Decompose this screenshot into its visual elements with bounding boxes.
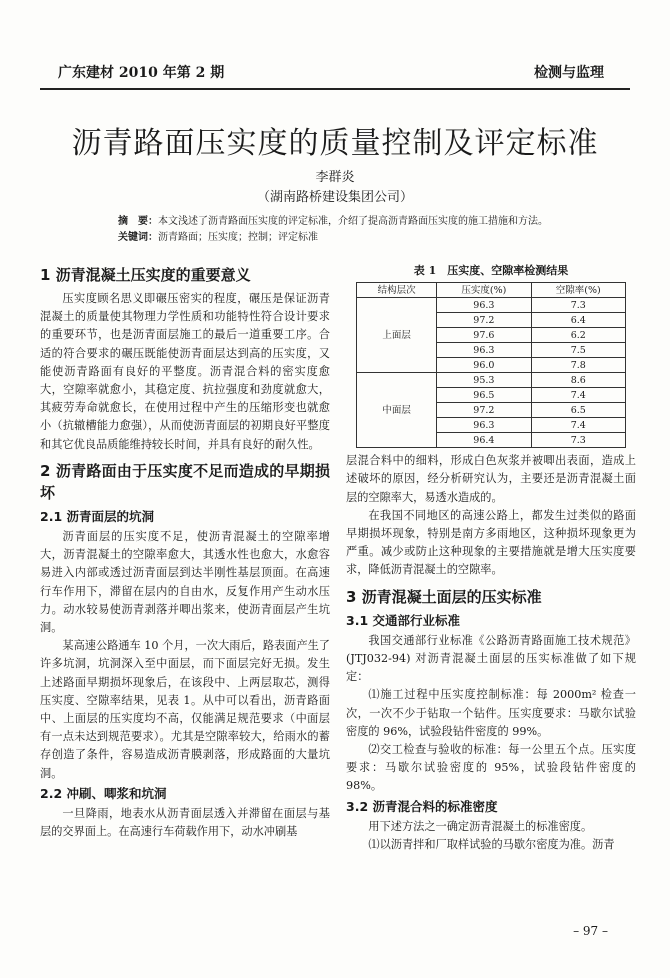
table-row bbox=[357, 373, 626, 388]
abstract-text: 本文浅述了沥青路面压实度的评定标准，介绍了提高沥青路面压实度的施工措施和方法。 bbox=[158, 216, 548, 227]
paragraph: 我国交通部行业标准《公路沥青路面施工技术规范》(JTJ032-94) 对沥青混凝土面层的压实标准做了如下规定： bbox=[346, 633, 636, 684]
paragraph: ⑴施工过程中压实度控制标准：每 2000m² 检查一次，一次不少于钻取一个钻件。压实度要求：马歇尔试验密度的 96%，试验段钻件密度的 99%。 bbox=[346, 688, 636, 738]
void-ratio-cell: 6.5 bbox=[531, 403, 625, 418]
keywords-label: 关键词： bbox=[118, 232, 158, 243]
section-3-heading: 3 沥青混凝土面层的压实标准 bbox=[346, 587, 542, 606]
void-ratio-cell: 8.6 bbox=[531, 373, 625, 388]
section-3-2-heading: 3.2 沥青混合料的标准密度 bbox=[346, 798, 498, 814]
table-header-cell: 结构层次 bbox=[357, 283, 437, 298]
void-ratio-cell: 7.4 bbox=[531, 418, 625, 433]
table-body bbox=[357, 298, 626, 448]
paragraph: 沥青面层的压实度不足，使沥青混凝土的空隙率增大，沥青混凝土的空隙率愈大，其透水性也愈大，水愈容易进入内部或透过沥青面层到达半刚性基层顶面。在高速行车作用下，滞留在层内的自由水，反复作用产生动水压力。动水较易使沥青剥落并唧出浆来，使沥青面层产生坑洞。 bbox=[40, 530, 330, 635]
section-3-1-heading: 3.1 交通部行业标准 bbox=[346, 612, 460, 628]
paragraph: 压实度顾名思义即碾压密实的程度，碾压是保证沥青混凝土的质量使其物理力学性质和功能特性符合设计要求的重要环节，也是沥青面层施工的最后一道重要工序。合适的符合要求的碾压既能使沥青面层达到高的压实度，又能使沥青路面有良好的平整度。沥青混合料的密实度愈大，空隙率就愈小，其稳定度、抗拉强度和劲度就愈大，其疲劳寿命就愈长，在使用过程中产生的压缩形变也就愈小（抗辙槽能力愈强），从而使沥青面层的初期良好平整度和其它优良品质能维持较长时间，并具有良好的耐久性。 bbox=[40, 292, 330, 451]
table-header-row bbox=[357, 283, 626, 298]
article-title: 沥青路面压实度的质量控制及评定标准 bbox=[71, 126, 599, 161]
paragraph: 用下述方法之一确定沥青混凝土的标准密度。 bbox=[368, 819, 593, 833]
void-ratio-cell: 6.4 bbox=[531, 313, 625, 328]
article-affiliation: （湖南路桥建设集团公司） bbox=[256, 190, 413, 205]
table-caption: 表 1 压实度、空隙率检测结果 bbox=[413, 264, 569, 277]
void-ratio-cell: 7.3 bbox=[531, 298, 625, 313]
results-table bbox=[356, 282, 626, 448]
section-2-1-heading: 2.1 沥青面层的坑洞 bbox=[40, 508, 154, 524]
abstract-block bbox=[118, 214, 610, 246]
section-2-heading: 2 沥青路面由于压实度不足而造成的早期损坏 bbox=[40, 461, 330, 502]
compaction-cell: 97.2 bbox=[437, 313, 531, 328]
paragraph: 在我国不同地区的高速公路上，都发生过类似的路面早期损坏现象，特别是南方多雨地区，这种损坏现象更为严重。减少或防止这种现象的主要措施就是增大压实度要求，降低沥青混凝土的空隙率。 bbox=[346, 508, 636, 577]
right-column bbox=[346, 262, 636, 854]
paragraph: ⑵交工检查与验收的标准：每一公里五个点。压实度要求：马歇尔试验密度的 95%，试验段钻件密度的 98%。 bbox=[346, 743, 636, 793]
compaction-cell: 97.2 bbox=[437, 403, 531, 418]
paragraph: ⑴以沥青拌和厂取样试验的马歇尔密度为准。沥青 bbox=[368, 838, 615, 852]
layer-cell: 中面层 bbox=[357, 373, 437, 448]
compaction-cell: 96.4 bbox=[437, 433, 531, 448]
article-author: 李群炎 bbox=[315, 170, 355, 185]
keywords-text: 沥青路面；压实度；控制；评定标准 bbox=[158, 232, 318, 243]
table-header-cell: 空隙率(%) bbox=[531, 283, 625, 298]
keywords bbox=[118, 230, 610, 246]
abstract-label: 摘 要： bbox=[118, 216, 158, 227]
left-column bbox=[40, 262, 330, 841]
compaction-cell: 97.6 bbox=[437, 328, 531, 343]
paragraph: 一旦降雨，地表水从沥青面层透入并滞留在面层与基层的交界面上。在高速行车荷载作用下，动水冲刷基 bbox=[40, 807, 330, 839]
compaction-cell: 96.3 bbox=[437, 343, 531, 358]
void-ratio-cell: 6.2 bbox=[531, 328, 625, 343]
void-ratio-cell: 7.3 bbox=[531, 433, 625, 448]
compaction-cell: 95.3 bbox=[437, 373, 531, 388]
paragraph: 层混合料中的细料，形成白色灰浆并被唧出表面，造成上述破坏的原因，经分析研究认为，主要还是沥青混凝土面层的空隙率大，易透水造成的。 bbox=[346, 454, 636, 504]
section-name: 检测与监理 bbox=[534, 65, 604, 81]
paragraph: 某高速公路通车 10 个月，一次大雨后，路表面产生了许多坑洞，坑洞深入至中面层，而下面层完好无损。发生上述路面早期损坏现象后，在该段中、上两层取芯，测得压实度、空隙率结果，见表 1。从中可以看出，沥青路面中、上面层的压实度均不高，仅能满足规范要求（中面层有一点未达到规范要求）。尤其是空隙率较大，给雨水的蓄存创造了条件，容易造成沥青膜剥落，形成路面的大量坑洞。 bbox=[40, 639, 330, 780]
void-ratio-cell: 7.5 bbox=[531, 343, 625, 358]
page-number: – 97 – bbox=[573, 924, 608, 938]
journal-name: 广东建材 2010 年第 2 期 bbox=[58, 65, 225, 81]
compaction-cell: 96.3 bbox=[437, 298, 531, 313]
void-ratio-cell: 7.4 bbox=[531, 388, 625, 403]
table-header-cell: 压实度(%) bbox=[437, 283, 531, 298]
layer-cell: 上面层 bbox=[357, 298, 437, 373]
section-2-2-heading: 2.2 冲刷、唧浆和坑洞 bbox=[40, 785, 167, 801]
compaction-cell: 96.3 bbox=[437, 418, 531, 433]
compaction-cell: 96.5 bbox=[437, 388, 531, 403]
table-row bbox=[357, 298, 626, 313]
section-1-heading: 1 沥青混凝土压实度的重要意义 bbox=[40, 266, 251, 284]
void-ratio-cell: 7.8 bbox=[531, 358, 625, 373]
compaction-cell: 96.0 bbox=[437, 358, 531, 373]
abstract bbox=[118, 214, 610, 230]
header-rule bbox=[40, 88, 630, 90]
